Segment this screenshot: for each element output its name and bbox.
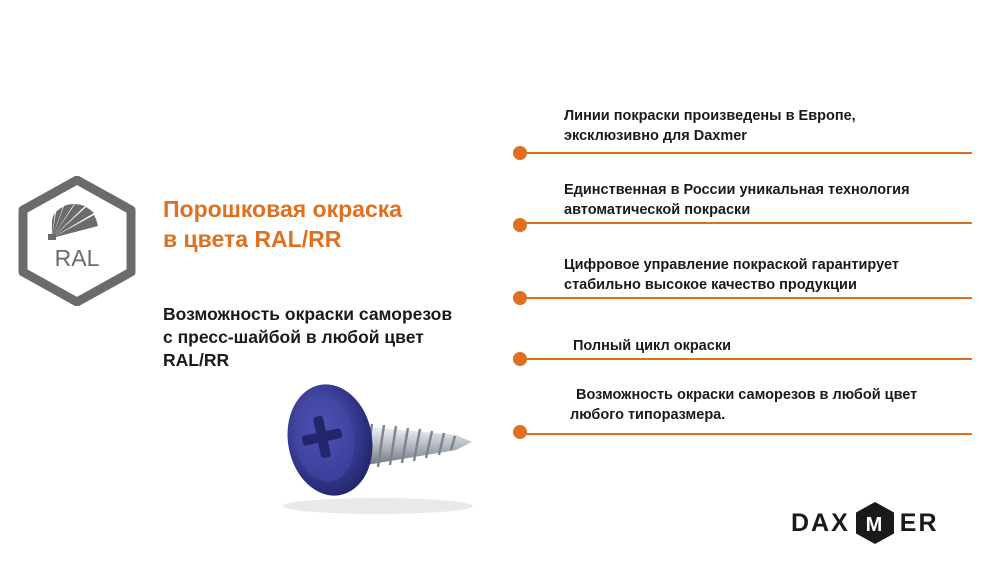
badge-label: RAL <box>54 245 100 271</box>
feature-line <box>520 222 972 224</box>
feature-text-line-1: Линии покраски произведены в Европе, <box>564 108 856 124</box>
subtitle <box>163 303 452 372</box>
subtitle-line-2: с пресс-шайбой в любой цвет <box>163 327 424 347</box>
bullet-dot <box>513 291 527 305</box>
logo-text-part-2: ER <box>899 508 939 537</box>
feature-text <box>573 336 983 356</box>
bullet-dot <box>513 146 527 160</box>
screw-image <box>268 378 483 518</box>
subtitle-line-3: RAL/RR <box>163 350 230 370</box>
feature-text-line-1: Полный цикл окраски <box>573 338 731 354</box>
feature-text <box>570 385 980 425</box>
title-line-2: в цвета RAL/RR <box>163 226 342 252</box>
feature-text-line-2: эксклюзивно для Daxmer <box>564 128 747 144</box>
feature-line <box>520 297 972 299</box>
feature-text <box>564 106 974 146</box>
logo-text-part-1: DAX <box>791 508 850 537</box>
feature-line <box>520 433 972 435</box>
feature-text <box>564 255 974 295</box>
feature-text-line-2: автоматической покраски <box>564 202 751 218</box>
hex-logo-icon <box>853 500 897 546</box>
title-line-1: Порошковая окраска <box>163 196 403 222</box>
page-title <box>163 194 402 254</box>
feature-text <box>564 180 974 220</box>
feature-line <box>520 358 972 360</box>
feature-text-line-1: Единственная в России уникальная технология <box>564 182 910 198</box>
bullet-dot <box>513 425 527 439</box>
subtitle-line-1: Возможность окраски саморезов <box>163 304 453 324</box>
feature-text-line-2: стабильно высокое качество продукции <box>564 277 857 293</box>
logo-hex-letter: M <box>865 514 885 536</box>
feature-text-line-1: Возможность окраски саморезов в любой цвет <box>576 387 918 403</box>
feature-text-line-1: Цифровое управление покраской гарантирует <box>564 257 899 273</box>
daxmer-logo <box>791 500 939 546</box>
bullet-dot <box>513 352 527 366</box>
bullet-dot <box>513 218 527 232</box>
ral-badge <box>18 176 136 306</box>
feature-line <box>520 152 972 154</box>
feature-text-line-2: любого типоразмера. <box>570 407 726 423</box>
